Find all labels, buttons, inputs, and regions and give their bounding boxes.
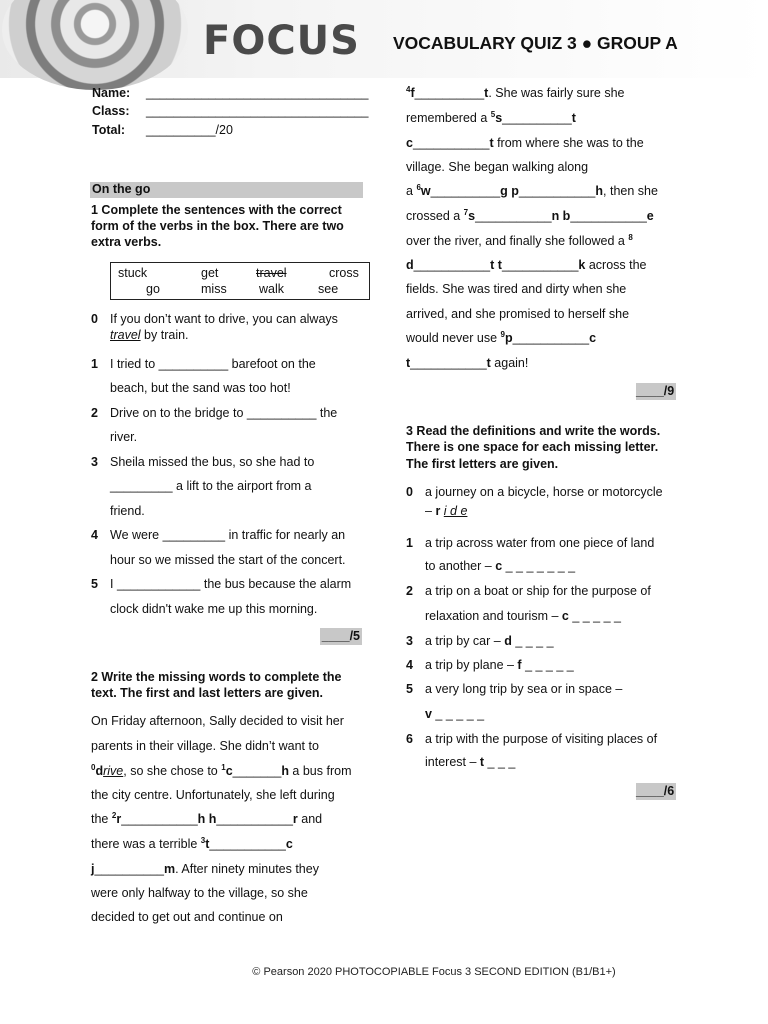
ex2-text-line: there was a terrible $^3$t___________c — [91, 835, 293, 851]
ex2-text-line: $^0$drive, so she chose to $^1$c_______h a bus from — [91, 762, 352, 778]
ex2-instructions-line1: 2 Write the missing words to complete the — [91, 670, 342, 684]
ex1-item-num: 4 — [91, 528, 98, 542]
ex2-text-line: would never use $^9$p___________c — [406, 329, 597, 345]
ex1-item1-line2: beach, but the sand was too hot! — [110, 381, 291, 395]
ex2-text-line: the $^2$r___________h h___________r and — [91, 810, 323, 826]
gap-6b[interactable]: ___________ — [518, 184, 596, 198]
ex2-text-line: On Friday afternoon, Sally decided to visit her — [91, 714, 344, 728]
ex3-instructions-line3: The first letters are given. — [406, 457, 559, 471]
ex1-item5-line1[interactable]: I ____________ the bus because the alarm — [110, 577, 352, 591]
ex3-item6-line2[interactable]: interest – t _ _ _ — [425, 755, 516, 769]
gap-1[interactable]: _______ — [232, 764, 282, 778]
gap-4[interactable]: __________ — [414, 86, 485, 100]
ex2-text-line: the city centre. Unfortunately, she left during — [91, 788, 335, 802]
total-label: Total: — [92, 123, 126, 137]
page-header — [0, 0, 768, 78]
ex3-item-num: 1 — [406, 536, 413, 550]
ex3-item6-line1: a trip with the purpose of visiting places of — [425, 732, 658, 746]
ex3-instructions-line1: 3 Read the definitions and write the words. — [406, 424, 661, 438]
gap-9b[interactable]: ___________ — [410, 356, 487, 370]
ex1-item5-line2: clock didn't wake me up this morning. — [110, 602, 318, 616]
ex3-item-num: 6 — [406, 732, 413, 746]
ex3-score[interactable]: ____/6 — [636, 784, 675, 798]
quiz-title: VOCABULARY QUIZ 3 ● GROUP A — [393, 33, 678, 53]
total-field[interactable]: __________/20 — [146, 123, 233, 137]
gap-3a[interactable]: ___________ — [209, 837, 286, 851]
ex1-item-num: 3 — [91, 455, 98, 469]
ex1-item-num: 2 — [91, 406, 98, 420]
word-box-word-example: travel — [256, 266, 287, 280]
ex3-example-answer: i d e — [443, 504, 468, 518]
ex3-item5-line1: a very long trip by sea or in space – — [425, 682, 623, 696]
ex2-text-line: crossed a $^7$s___________n b___________e — [406, 207, 654, 223]
name-label: Name: — [92, 86, 131, 100]
ex1-example-text: If you don’t want to drive, you can always — [110, 312, 338, 326]
ex3-item5-line2[interactable]: v _ _ _ _ _ — [425, 707, 485, 721]
gap-8b[interactable]: ___________ — [501, 258, 579, 272]
gap-9a[interactable]: ___________ — [512, 331, 590, 345]
ex2-instructions-line2: text. The first and last letters are given. — [91, 686, 324, 700]
gap-8a[interactable]: ___________ — [413, 258, 491, 272]
word-box-word: miss — [201, 282, 227, 296]
ex2-text-line: parents in their village. She didn’t want to — [91, 739, 319, 753]
ex3-item4-line1[interactable]: a trip by plane – f _ _ _ _ _ — [425, 658, 574, 672]
ex1-item-num: 5 — [91, 577, 98, 591]
ex2-score[interactable]: ____/9 — [636, 384, 675, 398]
ex1-item4-line2: hour so we missed the start of the concert. — [110, 553, 346, 567]
ex2-text-line: j__________m. After ninety minutes they — [91, 862, 319, 876]
ex1-score[interactable]: ____/5 — [321, 629, 360, 643]
ex1-example-answer: travel — [110, 328, 141, 342]
word-box-word: stuck — [118, 266, 148, 280]
focus-logo-graphic — [2, 0, 188, 90]
page-footer: © Pearson 2020 PHOTOCOPIABLE Focus 3 SECOND EDITION (B1/B1+) — [252, 966, 616, 978]
gap-6a[interactable]: __________ — [430, 184, 501, 198]
ex2-text-line: a $^6$w__________g p___________h, then she — [406, 182, 658, 198]
ex2-text-line: village. She began walking along — [406, 160, 589, 174]
ex2-example-answer: rive — [103, 764, 124, 778]
gap-5b[interactable]: ___________ — [412, 136, 490, 150]
ex3-item-num: 5 — [406, 682, 413, 696]
word-box-word: cross — [329, 266, 359, 280]
ex2-text-line: fields. She was tired and dirty when she — [406, 282, 627, 296]
ex3-instructions-line2: There is one space for each missing letter. — [406, 440, 659, 454]
gap-7b[interactable]: ___________ — [570, 209, 647, 223]
ex3-item3-line1[interactable]: a trip by car – d _ _ _ _ — [425, 634, 554, 648]
ex1-item-num: 1 — [91, 357, 98, 371]
word-box — [110, 262, 370, 300]
ex2-text-line: decided to get out and continue on — [91, 910, 283, 924]
ex3-item1-line1: a trip across water from one piece of land — [425, 536, 655, 550]
ex2-text-line: remembered a $^5$s__________t — [406, 109, 576, 125]
ex1-instructions-line3: extra verbs. — [91, 235, 162, 249]
ex3-example-text: a journey on a bicycle, horse or motorcycle — [425, 485, 663, 499]
ex2-text-line: t___________t again! — [406, 356, 529, 370]
ex3-item2-line1: a trip on a boat or ship for the purpose of — [425, 584, 651, 598]
word-box-word: go — [146, 282, 160, 296]
ex1-example-line2: travel by train. — [110, 328, 189, 342]
ex3-example-num: 0 — [406, 485, 413, 499]
gap-2a[interactable]: ___________ — [121, 812, 198, 826]
ex3-item-num: 3 — [406, 634, 413, 648]
ex3-item-num: 2 — [406, 584, 413, 598]
ex2-text-line: over the river, and finally she followed a $^8$ — [406, 232, 633, 248]
ex2-text-line: were only halfway to the village, so she — [91, 886, 308, 900]
ex1-item2-line2: river. — [110, 430, 138, 444]
ex2-text-line: c___________t from where she was to the — [406, 136, 644, 150]
ex3-item2-line2[interactable]: relaxation and tourism – c _ _ _ _ _ — [425, 609, 621, 623]
ex1-item3-line1: Sheila missed the bus, so she had to — [110, 455, 315, 469]
ex3-item-num: 4 — [406, 658, 413, 672]
ex1-example-num: 0 — [91, 312, 98, 326]
ex1-instructions-line1: 1 Complete the sentences with the correct — [91, 203, 342, 217]
word-box-word: walk — [259, 282, 285, 296]
ex3-example-answer-line: – r i d e — [425, 504, 468, 518]
focus-logo: FOCUS — [203, 18, 360, 64]
ex1-item1-line1[interactable]: I tried to __________ barefoot on the — [110, 357, 316, 371]
ex2-text-line: arrived, and she promised to herself she — [406, 307, 630, 321]
gap-5a[interactable]: __________ — [502, 111, 572, 125]
ex2-text-line: d___________t t___________k across the — [406, 258, 647, 272]
class-field[interactable]: ________________________________ — [146, 104, 369, 118]
gap-7a[interactable]: ___________ — [475, 209, 552, 223]
class-label: Class: — [92, 104, 130, 118]
word-box-word: see — [318, 282, 339, 296]
ex3-item1-line2[interactable]: to another – c _ _ _ _ _ _ _ — [425, 559, 576, 573]
ex1-instructions-line2: form of the verbs in the box. There are two — [91, 219, 344, 233]
gap-3b[interactable]: __________ — [94, 862, 165, 876]
ex1-item3-line2[interactable]: _________ a lift to the airport from a — [110, 479, 312, 493]
name-field[interactable]: ________________________________ — [146, 86, 369, 100]
ex2-text-line: $^4$f__________t. She was fairly sure she — [406, 84, 625, 100]
ex1-item3-line3: friend. — [110, 504, 145, 518]
section-title: On the go — [92, 182, 151, 196]
ex1-item2-line1[interactable]: Drive on to the bridge to __________ the — [110, 406, 338, 420]
ex1-item4-line1[interactable]: We were _________ in traffic for nearly an — [110, 528, 346, 542]
gap-2b[interactable]: ___________ — [216, 812, 293, 826]
word-box-word: get — [201, 266, 219, 280]
